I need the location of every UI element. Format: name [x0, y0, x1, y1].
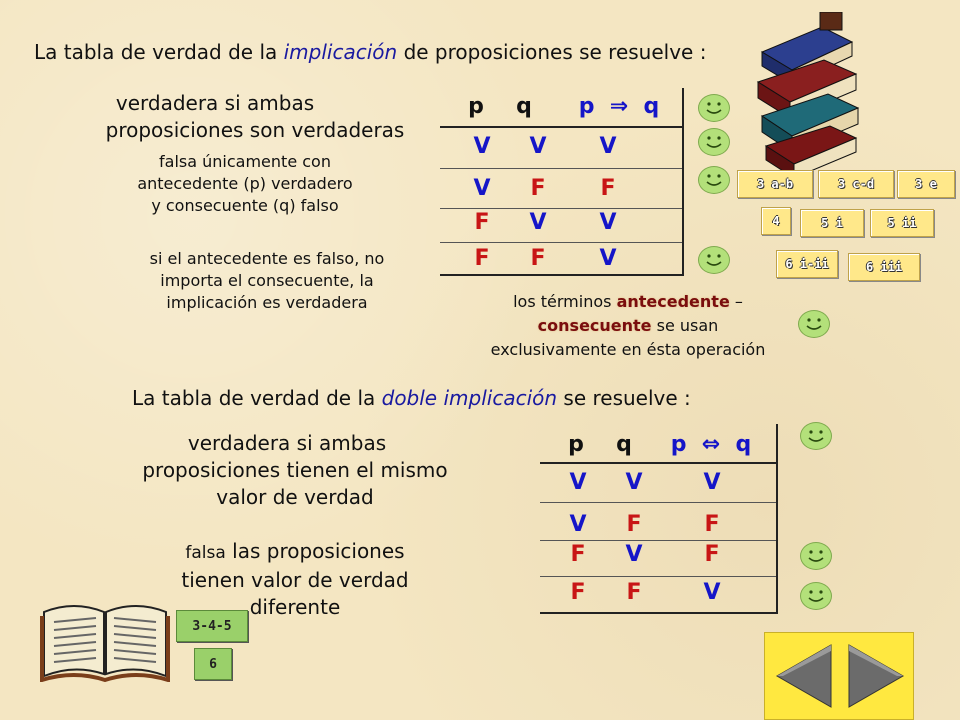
cell-result: V: [703, 580, 721, 605]
section1-rule1-line1: verdadera si ambas: [115, 91, 315, 115]
open-book-icon[interactable]: [40, 598, 170, 682]
section2-heading-emphasis: doble implicación: [381, 386, 558, 410]
section2-rule2-line2: tienen valor de verdad: [181, 568, 409, 592]
note-term-consecuente: consecuente: [537, 316, 652, 335]
cell-result: F: [704, 512, 720, 537]
previous-arrow-icon[interactable]: [773, 641, 835, 711]
next-arrow-icon[interactable]: [845, 641, 907, 711]
smiley-icon[interactable]: [698, 128, 730, 156]
section1-heading-emphasis: implicación: [283, 40, 398, 64]
note-dash: –: [734, 292, 743, 311]
cell-p: V: [569, 470, 587, 495]
cell-result: F: [704, 542, 720, 567]
smiley-icon[interactable]: [800, 422, 832, 450]
nav-button-3ab[interactable]: 3 a-b: [737, 170, 813, 198]
section1-rule1-line2: proposiciones son verdaderas: [105, 118, 405, 142]
smiley-icon[interactable]: [800, 542, 832, 570]
cell-q: V: [529, 210, 547, 235]
section2-rule2-falsa: falsa: [185, 543, 226, 563]
table-row: [440, 208, 682, 243]
smiley-icon[interactable]: [798, 310, 830, 338]
section1-rule2-line3: y consecuente (q) falso: [151, 196, 339, 215]
cell-p: F: [474, 210, 490, 235]
section2-rule2-line3: diferente: [249, 595, 341, 619]
section1-rule2-line1: falsa únicamente con: [159, 152, 331, 171]
table-header-row: [440, 88, 682, 128]
table-header-biconditional: p ⇔ q: [670, 432, 752, 457]
section2-heading-pre: La tabla de verdad de la: [132, 386, 376, 410]
section2-rule-same-value: [125, 430, 465, 511]
section2-heading-post: se resuelve :: [563, 386, 691, 410]
table-header-q: q: [616, 432, 632, 457]
section2-heading: [132, 386, 691, 410]
section2-rule1-line3: valor de verdad: [216, 485, 374, 509]
section1-rule3-line1: si el antecedente es falso, no: [149, 249, 385, 268]
section1-rule2-line2: antecedente (p) verdadero: [137, 174, 353, 193]
implication-truth-table: [440, 88, 684, 276]
cell-p: V: [569, 512, 587, 537]
books-stack-icon: [752, 12, 862, 182]
smiley-icon[interactable]: [698, 246, 730, 274]
note-line3: exclusivamente en ésta operación: [490, 340, 766, 359]
cell-result: V: [599, 210, 617, 235]
cell-q: V: [625, 470, 643, 495]
terms-note: [460, 290, 796, 362]
cell-result: V: [599, 134, 617, 159]
table-header-implication: p ⇒ q: [578, 94, 660, 119]
button-3-4-5[interactable]: 3-4-5: [176, 610, 248, 642]
section1-rule3-line2: importa el consecuente, la: [160, 271, 374, 290]
table-row: [440, 126, 682, 169]
table-header-row: [540, 424, 776, 464]
cell-p: V: [473, 176, 491, 201]
cell-p: F: [474, 246, 490, 271]
section1-rule3-line3: implicación es verdadera: [166, 293, 368, 312]
table-row: [440, 242, 682, 274]
smiley-icon[interactable]: [698, 94, 730, 122]
nav-button-4[interactable]: 4: [761, 207, 791, 235]
smiley-icon[interactable]: [698, 166, 730, 194]
section1-heading-post: de proposiciones se resuelve :: [403, 40, 707, 64]
table-header-p: p: [568, 432, 584, 457]
nav-button-5i[interactable]: 5 i: [800, 209, 864, 237]
table-header-p: p: [468, 94, 484, 119]
cell-p: F: [570, 580, 586, 605]
cell-result: V: [599, 246, 617, 271]
section2-rule2-line1: las proposiciones: [232, 539, 405, 563]
section2-rule-different-value: [140, 538, 450, 621]
table-row: [540, 502, 776, 541]
cell-result: F: [600, 176, 616, 201]
biconditional-truth-table: [540, 424, 778, 614]
nav-button-6iii-first[interactable]: 6 i-ii: [776, 250, 838, 278]
table-row: [540, 540, 776, 577]
section2-rule1-line2: proposiciones tienen el mismo: [142, 458, 448, 482]
table-row: [440, 168, 682, 209]
navigation-arrows-panel: [764, 632, 914, 720]
section1-heading-pre: La tabla de verdad de la: [34, 40, 278, 64]
cell-result: V: [703, 470, 721, 495]
note-pre: los términos: [513, 292, 612, 311]
cell-q: F: [530, 176, 546, 201]
cell-q: F: [530, 246, 546, 271]
cell-q: F: [626, 580, 642, 605]
section2-rule1-line1: verdadera si ambas: [187, 431, 387, 455]
table-row: [540, 462, 776, 503]
nav-button-6iii[interactable]: 6 iii: [848, 253, 920, 281]
nav-button-3e[interactable]: 3 e: [897, 170, 955, 198]
cell-p: V: [473, 134, 491, 159]
nav-button-5ii[interactable]: 5 ii: [870, 209, 934, 237]
button-6[interactable]: 6: [194, 648, 232, 680]
section1-rule-both-true: [80, 90, 430, 144]
smiley-icon[interactable]: [800, 582, 832, 610]
table-header-q: q: [516, 94, 532, 119]
cell-q: V: [529, 134, 547, 159]
nav-button-3cd[interactable]: 3 c-d: [818, 170, 894, 198]
table-row: [540, 576, 776, 612]
note-term-antecedente: antecedente: [616, 292, 730, 311]
cell-q: V: [625, 542, 643, 567]
section1-rule-antecedent-false: [112, 248, 422, 314]
section1-rule-false-only: [100, 151, 390, 217]
section1-heading: [34, 40, 706, 64]
cell-q: F: [626, 512, 642, 537]
cell-p: F: [570, 542, 586, 567]
note-mid: se usan: [656, 316, 719, 335]
